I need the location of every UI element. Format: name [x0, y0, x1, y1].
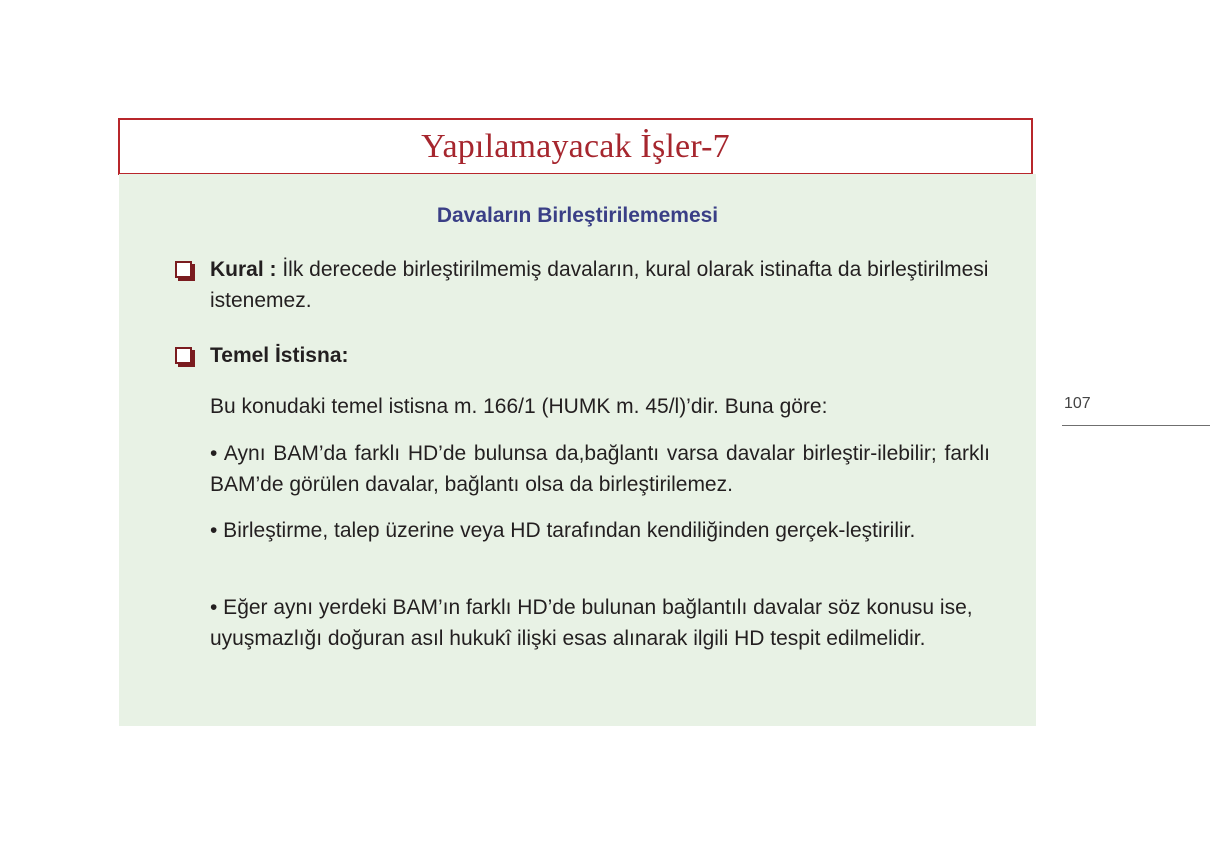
page-number-rule [1062, 425, 1210, 426]
slide-title: Yapılamayacak İşler-7 [421, 127, 730, 165]
exception-point-1: • Aynı BAM’da farklı HD’de bulunsa da,bağlantı varsa davalar birleştir-ilebilir; farklı BAM’de görülen davalar, bağlantı olsa da birleştirilemez. [210, 442, 990, 496]
rule-text [210, 254, 992, 316]
title-box [118, 118, 1033, 175]
page-number: 107 [1064, 395, 1091, 412]
rule-body: İlk derecede birleştirilmemiş davaların, kural olarak istinafta da birleştirilmesi istenemez. [210, 258, 989, 312]
content-panel [119, 174, 1036, 726]
exception-point-2: • Birleştirme, talep üzerine veya HD tarafından kendiliğinden gerçek-leştirilir. [210, 519, 916, 542]
exception-intro: Bu konudaki temel istisna m. 166/1 (HUMK m. 45/l)’dir. Buna göre: [210, 395, 828, 418]
section-subtitle: Davaların Birleştirilememesi [436, 204, 719, 227]
exception-heading: Temel İstisna: [210, 344, 349, 367]
exception-point-3: • Eğer aynı yerdeki BAM’ın farklı HD’de bulunan bağlantılı davalar söz konusu ise, uyuşmazlığı doğuran asıl hukukî ilişki esas alınarak ilgili HD tespit edilmelidir. [210, 596, 973, 650]
checkbox-bullet-icon [175, 347, 192, 364]
checkbox-bullet-icon [175, 261, 192, 278]
rule-label: Kural : [210, 258, 277, 281]
